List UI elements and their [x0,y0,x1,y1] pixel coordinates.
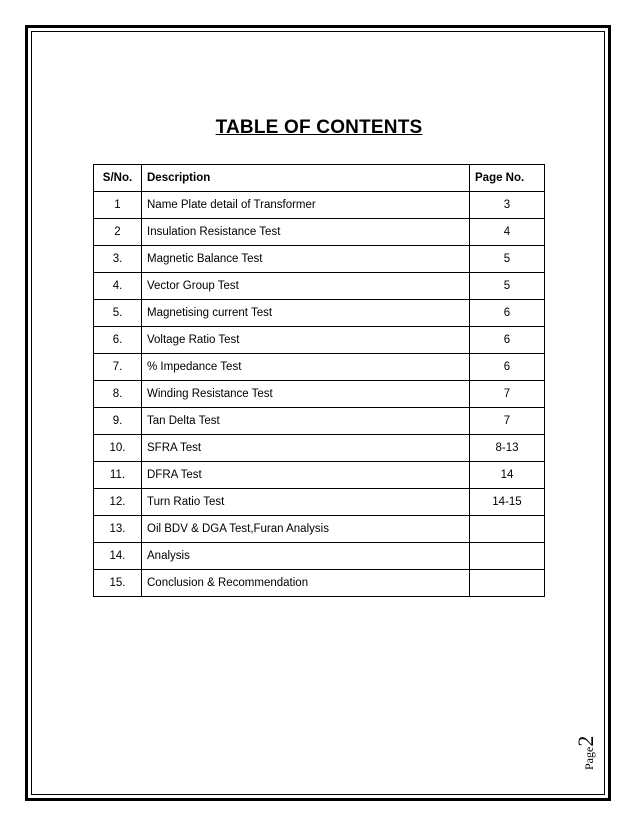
table-row [94,435,545,462]
page-number-footer [573,736,599,770]
row-description: Tan Delta Test [142,408,470,435]
toc-header-row [94,165,545,192]
row-page: 4 [470,219,545,246]
row-description: Analysis [142,543,470,570]
table-row [94,219,545,246]
row-page: 6 [470,300,545,327]
table-row [94,516,545,543]
row-page: 5 [470,246,545,273]
table-row [94,246,545,273]
row-page: 8-13 [470,435,545,462]
table-row [94,354,545,381]
table-row [94,570,545,597]
row-sno: 2 [94,219,142,246]
row-sno: 10. [94,435,142,462]
row-sno: 1 [94,192,142,219]
row-description: DFRA Test [142,462,470,489]
row-page: 6 [470,327,545,354]
table-row [94,273,545,300]
row-sno: 4. [94,273,142,300]
table-row [94,327,545,354]
row-description: Voltage Ratio Test [142,327,470,354]
row-page: 5 [470,273,545,300]
row-page: 7 [470,381,545,408]
page-number: 2 [573,735,598,747]
table-row [94,489,545,516]
toc-table [93,164,545,597]
row-page: 14 [470,462,545,489]
row-sno: 3. [94,246,142,273]
row-page [470,543,545,570]
row-description: SFRA Test [142,435,470,462]
table-row [94,462,545,489]
header-sno: S/No. [94,165,142,192]
row-page [470,570,545,597]
row-sno: 6. [94,327,142,354]
row-page: 3 [470,192,545,219]
row-page [470,516,545,543]
row-page: 14-15 [470,489,545,516]
row-sno: 9. [94,408,142,435]
row-sno: 7. [94,354,142,381]
header-page: Page No. [470,165,545,192]
row-sno: 14. [94,543,142,570]
header-description: Description [142,165,470,192]
row-sno: 13. [94,516,142,543]
row-description: Winding Resistance Test [142,381,470,408]
toc-body [94,192,545,597]
row-description: Vector Group Test [142,273,470,300]
row-description: Oil BDV & DGA Test,Furan Analysis [142,516,470,543]
table-row [94,543,545,570]
row-sno: 5. [94,300,142,327]
row-description: Magnetic Balance Test [142,246,470,273]
row-description: Magnetising current Test [142,300,470,327]
table-row [94,381,545,408]
row-sno: 15. [94,570,142,597]
row-description: Conclusion & Recommendation [142,570,470,597]
row-sno: 11. [94,462,142,489]
row-sno: 8. [94,381,142,408]
table-row [94,192,545,219]
table-row [94,408,545,435]
page-label: Page [582,746,596,770]
row-page: 6 [470,354,545,381]
row-description: Name Plate detail of Transformer [142,192,470,219]
row-description: % Impedance Test [142,354,470,381]
row-sno: 12. [94,489,142,516]
row-description: Turn Ratio Test [142,489,470,516]
row-page: 7 [470,408,545,435]
row-description: Insulation Resistance Test [142,219,470,246]
page-title: TABLE OF CONTENTS [215,117,423,138]
table-row [94,300,545,327]
